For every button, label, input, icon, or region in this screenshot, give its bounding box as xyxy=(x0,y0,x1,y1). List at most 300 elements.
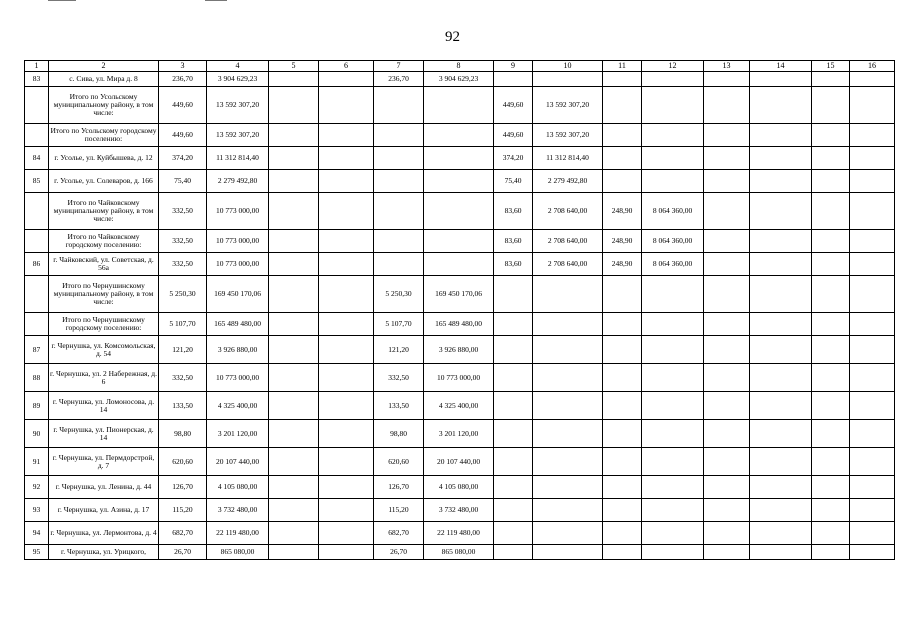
area-cell: 75,40 xyxy=(159,170,207,193)
col9-area-cell: 75,40 xyxy=(494,170,533,193)
col9-area-cell: 449,60 xyxy=(494,87,533,124)
col6-cell xyxy=(319,499,374,522)
col6-cell xyxy=(319,448,374,476)
col13-cell xyxy=(704,87,750,124)
row-number-cell: 85 xyxy=(25,170,49,193)
col16-cell xyxy=(850,420,895,448)
top-edge-mark-left xyxy=(48,0,76,1)
area-cell: 332,50 xyxy=(159,253,207,276)
col10-cost-cell xyxy=(533,499,603,522)
page-number: 92 xyxy=(445,29,460,45)
col6-cell xyxy=(319,193,374,230)
row-number-cell: 95 xyxy=(25,545,49,560)
column-header: 11 xyxy=(603,61,642,72)
col12-cost-cell xyxy=(642,87,704,124)
address-cell: г. Чайковский, ул. Советская, д. 56а xyxy=(49,253,159,276)
col15-cell xyxy=(812,448,850,476)
col7-area-cell: 133,50 xyxy=(374,392,424,420)
col9-area-cell xyxy=(494,392,533,420)
col15-cell xyxy=(812,230,850,253)
col9-area-cell xyxy=(494,476,533,499)
col7-area-cell: 121,20 xyxy=(374,336,424,364)
col12-cost-cell xyxy=(642,124,704,147)
col14-cell xyxy=(750,522,812,545)
col11-area-cell xyxy=(603,448,642,476)
cost-cell: 10 773 000,00 xyxy=(207,193,269,230)
col12-cost-cell xyxy=(642,276,704,313)
col8-cost-cell: 865 080,00 xyxy=(424,545,494,560)
col5-cell xyxy=(269,448,319,476)
col9-area-cell xyxy=(494,448,533,476)
col13-cell xyxy=(704,336,750,364)
col7-area-cell xyxy=(374,193,424,230)
column-header: 4 xyxy=(207,61,269,72)
cost-cell: 13 592 307,20 xyxy=(207,87,269,124)
data-table xyxy=(24,60,895,560)
col14-cell xyxy=(750,230,812,253)
total-row xyxy=(25,193,895,230)
col6-cell xyxy=(319,87,374,124)
address-cell: г. Чернушка, ул. Азина, д. 17 xyxy=(49,499,159,522)
col10-cost-cell: 2 708 640,00 xyxy=(533,193,603,230)
cost-cell: 4 105 080,00 xyxy=(207,476,269,499)
area-cell: 332,50 xyxy=(159,230,207,253)
col13-cell xyxy=(704,124,750,147)
col10-cost-cell xyxy=(533,364,603,392)
row-number-cell: 89 xyxy=(25,392,49,420)
col5-cell xyxy=(269,193,319,230)
col12-cost-cell xyxy=(642,545,704,560)
col5-cell xyxy=(269,147,319,170)
col13-cell xyxy=(704,499,750,522)
col8-cost-cell xyxy=(424,87,494,124)
col6-cell xyxy=(319,392,374,420)
col11-area-cell xyxy=(603,87,642,124)
col15-cell xyxy=(812,420,850,448)
cost-cell: 3 201 120,00 xyxy=(207,420,269,448)
table-row xyxy=(25,545,895,560)
col8-cost-cell xyxy=(424,147,494,170)
col14-cell xyxy=(750,448,812,476)
col9-area-cell: 83,60 xyxy=(494,193,533,230)
col12-cost-cell xyxy=(642,392,704,420)
col10-cost-cell: 13 592 307,20 xyxy=(533,124,603,147)
col6-cell xyxy=(319,420,374,448)
area-cell: 115,20 xyxy=(159,499,207,522)
col11-area-cell xyxy=(603,72,642,87)
cost-cell: 169 450 170,06 xyxy=(207,276,269,313)
row-number-cell: 86 xyxy=(25,253,49,276)
row-number-cell: 84 xyxy=(25,147,49,170)
col9-area-cell: 449,60 xyxy=(494,124,533,147)
col10-cost-cell xyxy=(533,392,603,420)
col16-cell xyxy=(850,147,895,170)
total-row xyxy=(25,87,895,124)
table-row xyxy=(25,392,895,420)
col5-cell xyxy=(269,72,319,87)
col13-cell xyxy=(704,476,750,499)
area-cell: 5 250,30 xyxy=(159,276,207,313)
col15-cell xyxy=(812,499,850,522)
col7-area-cell xyxy=(374,230,424,253)
column-header: 10 xyxy=(533,61,603,72)
col15-cell xyxy=(812,476,850,499)
row-number-cell: 93 xyxy=(25,499,49,522)
col6-cell xyxy=(319,72,374,87)
table-row xyxy=(25,364,895,392)
column-header: 7 xyxy=(374,61,424,72)
col6-cell xyxy=(319,545,374,560)
col14-cell xyxy=(750,336,812,364)
col14-cell xyxy=(750,276,812,313)
row-number-cell: 91 xyxy=(25,448,49,476)
col8-cost-cell: 22 119 480,00 xyxy=(424,522,494,545)
col15-cell xyxy=(812,392,850,420)
total-row xyxy=(25,276,895,313)
column-header: 16 xyxy=(850,61,895,72)
address-cell: Итого по Чернушинскому муниципальному району, в том числе: xyxy=(49,276,159,313)
col7-area-cell: 98,80 xyxy=(374,420,424,448)
table-row xyxy=(25,499,895,522)
col5-cell xyxy=(269,253,319,276)
col13-cell xyxy=(704,193,750,230)
col7-area-cell: 620,60 xyxy=(374,448,424,476)
table-row xyxy=(25,448,895,476)
col5-cell xyxy=(269,364,319,392)
area-cell: 682,70 xyxy=(159,522,207,545)
col5-cell xyxy=(269,476,319,499)
col9-area-cell xyxy=(494,364,533,392)
col12-cost-cell xyxy=(642,313,704,336)
row-number-cell: 92 xyxy=(25,476,49,499)
col5-cell xyxy=(269,124,319,147)
col14-cell xyxy=(750,72,812,87)
column-header: 13 xyxy=(704,61,750,72)
col10-cost-cell xyxy=(533,313,603,336)
area-cell: 126,70 xyxy=(159,476,207,499)
col9-area-cell xyxy=(494,545,533,560)
top-edge-mark-right xyxy=(205,0,227,1)
col11-area-cell xyxy=(603,147,642,170)
col7-area-cell xyxy=(374,87,424,124)
col10-cost-cell xyxy=(533,276,603,313)
cost-cell: 20 107 440,00 xyxy=(207,448,269,476)
col12-cost-cell: 8 064 360,00 xyxy=(642,253,704,276)
address-cell: г. Усолье, ул. Куйбышева, д. 12 xyxy=(49,147,159,170)
col9-area-cell xyxy=(494,336,533,364)
col8-cost-cell: 3 732 480,00 xyxy=(424,499,494,522)
col16-cell xyxy=(850,193,895,230)
col11-area-cell: 248,90 xyxy=(603,230,642,253)
col12-cost-cell xyxy=(642,364,704,392)
col12-cost-cell xyxy=(642,170,704,193)
col10-cost-cell: 2 279 492,80 xyxy=(533,170,603,193)
col7-area-cell xyxy=(374,147,424,170)
col15-cell xyxy=(812,336,850,364)
col14-cell xyxy=(750,420,812,448)
column-header: 15 xyxy=(812,61,850,72)
col11-area-cell xyxy=(603,336,642,364)
col10-cost-cell xyxy=(533,72,603,87)
col9-area-cell: 83,60 xyxy=(494,230,533,253)
col7-area-cell: 126,70 xyxy=(374,476,424,499)
col11-area-cell xyxy=(603,170,642,193)
cost-cell: 165 489 480,00 xyxy=(207,313,269,336)
col16-cell xyxy=(850,364,895,392)
col8-cost-cell: 3 201 120,00 xyxy=(424,420,494,448)
row-number-cell xyxy=(25,193,49,230)
col10-cost-cell xyxy=(533,336,603,364)
row-number-cell: 83 xyxy=(25,72,49,87)
col11-area-cell xyxy=(603,276,642,313)
address-cell: г. Чернушка, ул. Пермдорстрой, д. 7 xyxy=(49,448,159,476)
col8-cost-cell: 20 107 440,00 xyxy=(424,448,494,476)
column-header-row xyxy=(25,61,895,72)
col5-cell xyxy=(269,499,319,522)
row-number-cell: 90 xyxy=(25,420,49,448)
col14-cell xyxy=(750,147,812,170)
col9-area-cell xyxy=(494,522,533,545)
col5-cell xyxy=(269,170,319,193)
address-cell: г. Усолье, ул. Солеваров, д. 166 xyxy=(49,170,159,193)
col6-cell xyxy=(319,364,374,392)
col15-cell xyxy=(812,276,850,313)
area-cell: 332,50 xyxy=(159,193,207,230)
col8-cost-cell: 10 773 000,00 xyxy=(424,364,494,392)
col12-cost-cell: 8 064 360,00 xyxy=(642,193,704,230)
col15-cell xyxy=(812,87,850,124)
col13-cell xyxy=(704,392,750,420)
table-row xyxy=(25,72,895,87)
total-row xyxy=(25,124,895,147)
col8-cost-cell: 3 904 629,23 xyxy=(424,72,494,87)
col13-cell xyxy=(704,170,750,193)
area-cell: 236,70 xyxy=(159,72,207,87)
col12-cost-cell xyxy=(642,522,704,545)
col7-area-cell: 236,70 xyxy=(374,72,424,87)
col14-cell xyxy=(750,392,812,420)
col7-area-cell: 682,70 xyxy=(374,522,424,545)
col6-cell xyxy=(319,253,374,276)
col14-cell xyxy=(750,87,812,124)
col13-cell xyxy=(704,72,750,87)
cost-cell: 2 279 492,80 xyxy=(207,170,269,193)
address-cell: г. Чернушка, ул. Ломоносова, д. 14 xyxy=(49,392,159,420)
col14-cell xyxy=(750,253,812,276)
cost-cell: 3 904 629,23 xyxy=(207,72,269,87)
col16-cell xyxy=(850,230,895,253)
col11-area-cell: 248,90 xyxy=(603,253,642,276)
table-row xyxy=(25,476,895,499)
table-row xyxy=(25,522,895,545)
cost-cell: 10 773 000,00 xyxy=(207,230,269,253)
area-cell: 620,60 xyxy=(159,448,207,476)
col6-cell xyxy=(319,522,374,545)
col13-cell xyxy=(704,253,750,276)
total-row xyxy=(25,313,895,336)
col6-cell xyxy=(319,476,374,499)
address-cell: г. Чернушка, ул. Ленина, д. 44 xyxy=(49,476,159,499)
col8-cost-cell xyxy=(424,124,494,147)
address-cell: г. Чернушка, ул. 2 Набережная, д. 6 xyxy=(49,364,159,392)
col6-cell xyxy=(319,230,374,253)
column-header: 2 xyxy=(49,61,159,72)
col16-cell xyxy=(850,499,895,522)
col6-cell xyxy=(319,170,374,193)
column-header: 5 xyxy=(269,61,319,72)
col10-cost-cell xyxy=(533,420,603,448)
col5-cell xyxy=(269,420,319,448)
col5-cell xyxy=(269,87,319,124)
col16-cell xyxy=(850,545,895,560)
col6-cell xyxy=(319,313,374,336)
row-number-cell: 94 xyxy=(25,522,49,545)
col11-area-cell xyxy=(603,522,642,545)
col15-cell xyxy=(812,522,850,545)
col10-cost-cell xyxy=(533,522,603,545)
area-cell: 98,80 xyxy=(159,420,207,448)
col13-cell xyxy=(704,147,750,170)
col12-cost-cell xyxy=(642,448,704,476)
col16-cell xyxy=(850,336,895,364)
col14-cell xyxy=(750,193,812,230)
col12-cost-cell xyxy=(642,336,704,364)
col13-cell xyxy=(704,522,750,545)
table-row xyxy=(25,170,895,193)
area-cell: 449,60 xyxy=(159,87,207,124)
col11-area-cell xyxy=(603,499,642,522)
col12-cost-cell xyxy=(642,499,704,522)
col7-area-cell xyxy=(374,253,424,276)
row-number-cell: 88 xyxy=(25,364,49,392)
area-cell: 449,60 xyxy=(159,124,207,147)
col16-cell xyxy=(850,124,895,147)
col16-cell xyxy=(850,448,895,476)
col16-cell xyxy=(850,392,895,420)
col10-cost-cell xyxy=(533,448,603,476)
col5-cell xyxy=(269,313,319,336)
col11-area-cell xyxy=(603,476,642,499)
area-cell: 26,70 xyxy=(159,545,207,560)
col13-cell xyxy=(704,230,750,253)
col12-cost-cell: 8 064 360,00 xyxy=(642,230,704,253)
col8-cost-cell: 4 325 400,00 xyxy=(424,392,494,420)
cost-cell: 13 592 307,20 xyxy=(207,124,269,147)
address-cell: г. Чернушка, ул. Комсомольская, д. 54 xyxy=(49,336,159,364)
col13-cell xyxy=(704,313,750,336)
area-cell: 133,50 xyxy=(159,392,207,420)
area-cell: 332,50 xyxy=(159,364,207,392)
col14-cell xyxy=(750,364,812,392)
col7-area-cell: 26,70 xyxy=(374,545,424,560)
col16-cell xyxy=(850,313,895,336)
col7-area-cell: 5 107,70 xyxy=(374,313,424,336)
col9-area-cell xyxy=(494,420,533,448)
address-cell: с. Сива, ул. Мира д. 8 xyxy=(49,72,159,87)
col16-cell xyxy=(850,276,895,313)
col12-cost-cell xyxy=(642,420,704,448)
col16-cell xyxy=(850,522,895,545)
col16-cell xyxy=(850,476,895,499)
col11-area-cell xyxy=(603,392,642,420)
col11-area-cell xyxy=(603,313,642,336)
col10-cost-cell: 13 592 307,20 xyxy=(533,87,603,124)
address-cell: г. Чернушка, ул. Урицкого, xyxy=(49,545,159,560)
col5-cell xyxy=(269,392,319,420)
address-cell: г. Чернушка, ул. Пионерская, д. 14 xyxy=(49,420,159,448)
row-number-cell xyxy=(25,87,49,124)
col9-area-cell: 83,60 xyxy=(494,253,533,276)
cost-cell: 3 732 480,00 xyxy=(207,499,269,522)
row-number-cell: 87 xyxy=(25,336,49,364)
col5-cell xyxy=(269,545,319,560)
col9-area-cell xyxy=(494,499,533,522)
table-row xyxy=(25,147,895,170)
col11-area-cell xyxy=(603,420,642,448)
col15-cell xyxy=(812,364,850,392)
total-row xyxy=(25,230,895,253)
col5-cell xyxy=(269,522,319,545)
col11-area-cell xyxy=(603,124,642,147)
col11-area-cell: 248,90 xyxy=(603,193,642,230)
address-cell: г. Чернушка, ул. Лермонтова, д. 4 xyxy=(49,522,159,545)
column-header: 9 xyxy=(494,61,533,72)
col14-cell xyxy=(750,545,812,560)
col6-cell xyxy=(319,336,374,364)
cost-cell: 3 926 880,00 xyxy=(207,336,269,364)
col16-cell xyxy=(850,253,895,276)
col15-cell xyxy=(812,193,850,230)
col7-area-cell: 115,20 xyxy=(374,499,424,522)
col10-cost-cell: 2 708 640,00 xyxy=(533,230,603,253)
col16-cell xyxy=(850,87,895,124)
col16-cell xyxy=(850,72,895,87)
address-cell: Итого по Усольскому городскому поселению: xyxy=(49,124,159,147)
col13-cell xyxy=(704,448,750,476)
col14-cell xyxy=(750,124,812,147)
col8-cost-cell: 3 926 880,00 xyxy=(424,336,494,364)
row-number-cell xyxy=(25,230,49,253)
table-row xyxy=(25,253,895,276)
col15-cell xyxy=(812,170,850,193)
col8-cost-cell xyxy=(424,170,494,193)
column-header: 3 xyxy=(159,61,207,72)
col8-cost-cell: 4 105 080,00 xyxy=(424,476,494,499)
col10-cost-cell xyxy=(533,545,603,560)
col7-area-cell xyxy=(374,170,424,193)
col12-cost-cell xyxy=(642,476,704,499)
col8-cost-cell xyxy=(424,193,494,230)
col14-cell xyxy=(750,170,812,193)
cost-cell: 10 773 000,00 xyxy=(207,253,269,276)
table-row xyxy=(25,420,895,448)
col16-cell xyxy=(850,170,895,193)
area-cell: 374,20 xyxy=(159,147,207,170)
col8-cost-cell xyxy=(424,253,494,276)
col6-cell xyxy=(319,276,374,313)
cost-cell: 22 119 480,00 xyxy=(207,522,269,545)
col14-cell xyxy=(750,313,812,336)
col5-cell xyxy=(269,230,319,253)
col15-cell xyxy=(812,147,850,170)
column-header: 12 xyxy=(642,61,704,72)
col7-area-cell: 5 250,30 xyxy=(374,276,424,313)
col7-area-cell xyxy=(374,124,424,147)
row-number-cell xyxy=(25,276,49,313)
column-header: 1 xyxy=(25,61,49,72)
col13-cell xyxy=(704,420,750,448)
column-header: 6 xyxy=(319,61,374,72)
